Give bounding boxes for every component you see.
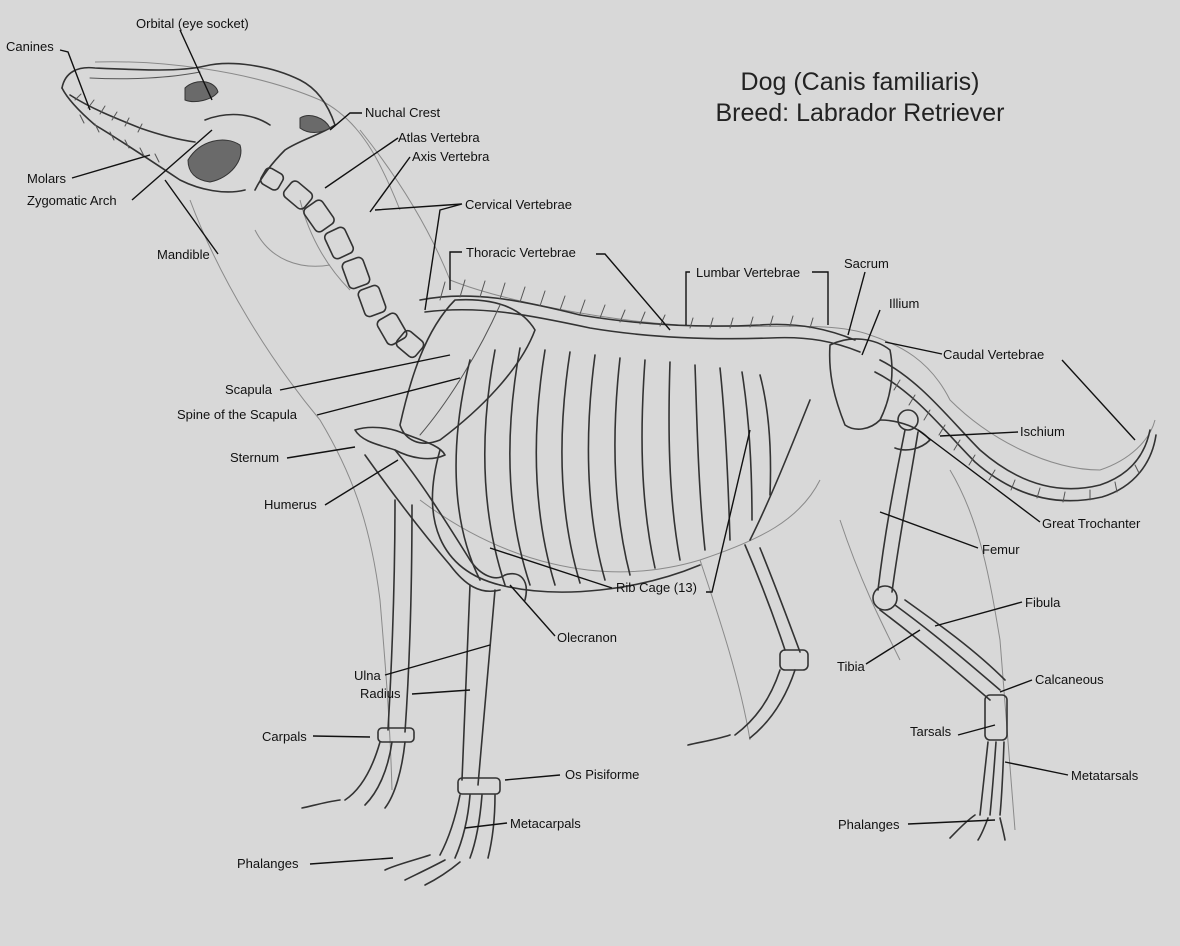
label-sacrum: Sacrum: [844, 256, 889, 271]
label-orbital: Orbital (eye socket): [136, 16, 249, 31]
body-outline-sketch: [95, 62, 1155, 830]
label-phalanges-fore: Phalanges: [237, 856, 299, 871]
label-sternum: Sternum: [230, 450, 280, 465]
spine: [259, 166, 1156, 502]
label-olecranon: Olecranon: [557, 630, 617, 645]
label-calcaneous: Calcaneous: [1035, 672, 1104, 687]
skull: [62, 64, 335, 192]
label-metatarsals: Metatarsals: [1071, 768, 1139, 783]
anatomy-labels: [6, 16, 1141, 871]
rib-cage-bones: [433, 348, 771, 592]
label-os-pisiforme: Os Pisiforme: [565, 767, 640, 782]
label-thoracic-vertebrae: Thoracic Vertebrae: [466, 245, 576, 260]
label-great-trochanter: Great Trochanter: [1042, 516, 1141, 531]
cervical-vertebrae-bones: [259, 166, 426, 359]
title-line-1: Dog (Canis familiaris): [740, 68, 980, 96]
title-block: [715, 68, 1004, 127]
label-tibia: Tibia: [837, 659, 865, 674]
label-ischium: Ischium: [1020, 424, 1065, 439]
label-cervical-vertebrae: Cervical Vertebrae: [465, 197, 572, 212]
label-zygomatic-arch: Zygomatic Arch: [27, 193, 117, 208]
forelimb: [302, 300, 535, 885]
label-molars: Molars: [27, 171, 67, 186]
label-canines: Canines: [6, 39, 54, 54]
label-nuchal-crest: Nuchal Crest: [365, 105, 441, 120]
label-carpals: Carpals: [262, 729, 307, 744]
label-caudal-vertebrae: Caudal Vertebrae: [943, 347, 1045, 362]
label-metacarpals: Metacarpals: [510, 816, 581, 831]
label-femur: Femur: [982, 542, 1020, 557]
label-tarsals: Tarsals: [910, 724, 952, 739]
label-mandible: Mandible: [157, 247, 210, 262]
hindlimb: [688, 339, 1007, 840]
label-axis-vertebra: Axis Vertebra: [412, 149, 490, 164]
label-spine-of-scapula: Spine of the Scapula: [177, 407, 297, 422]
label-phalanges-hind: Phalanges: [838, 817, 900, 832]
label-fibula: Fibula: [1025, 595, 1061, 610]
title-line-2: Breed: Labrador Retriever: [715, 99, 1005, 127]
label-atlas-vertebra: Atlas Vertebra: [398, 130, 480, 145]
label-scapula: Scapula: [225, 382, 272, 397]
label-lumbar-vertebrae: Lumbar Vertebrae: [696, 265, 801, 280]
label-radius: Radius: [360, 686, 401, 701]
label-humerus: Humerus: [264, 497, 317, 512]
label-rib-cage: Rib Cage (13): [616, 580, 697, 595]
label-ulna: Ulna: [354, 668, 381, 683]
label-illium: Illium: [889, 296, 920, 311]
